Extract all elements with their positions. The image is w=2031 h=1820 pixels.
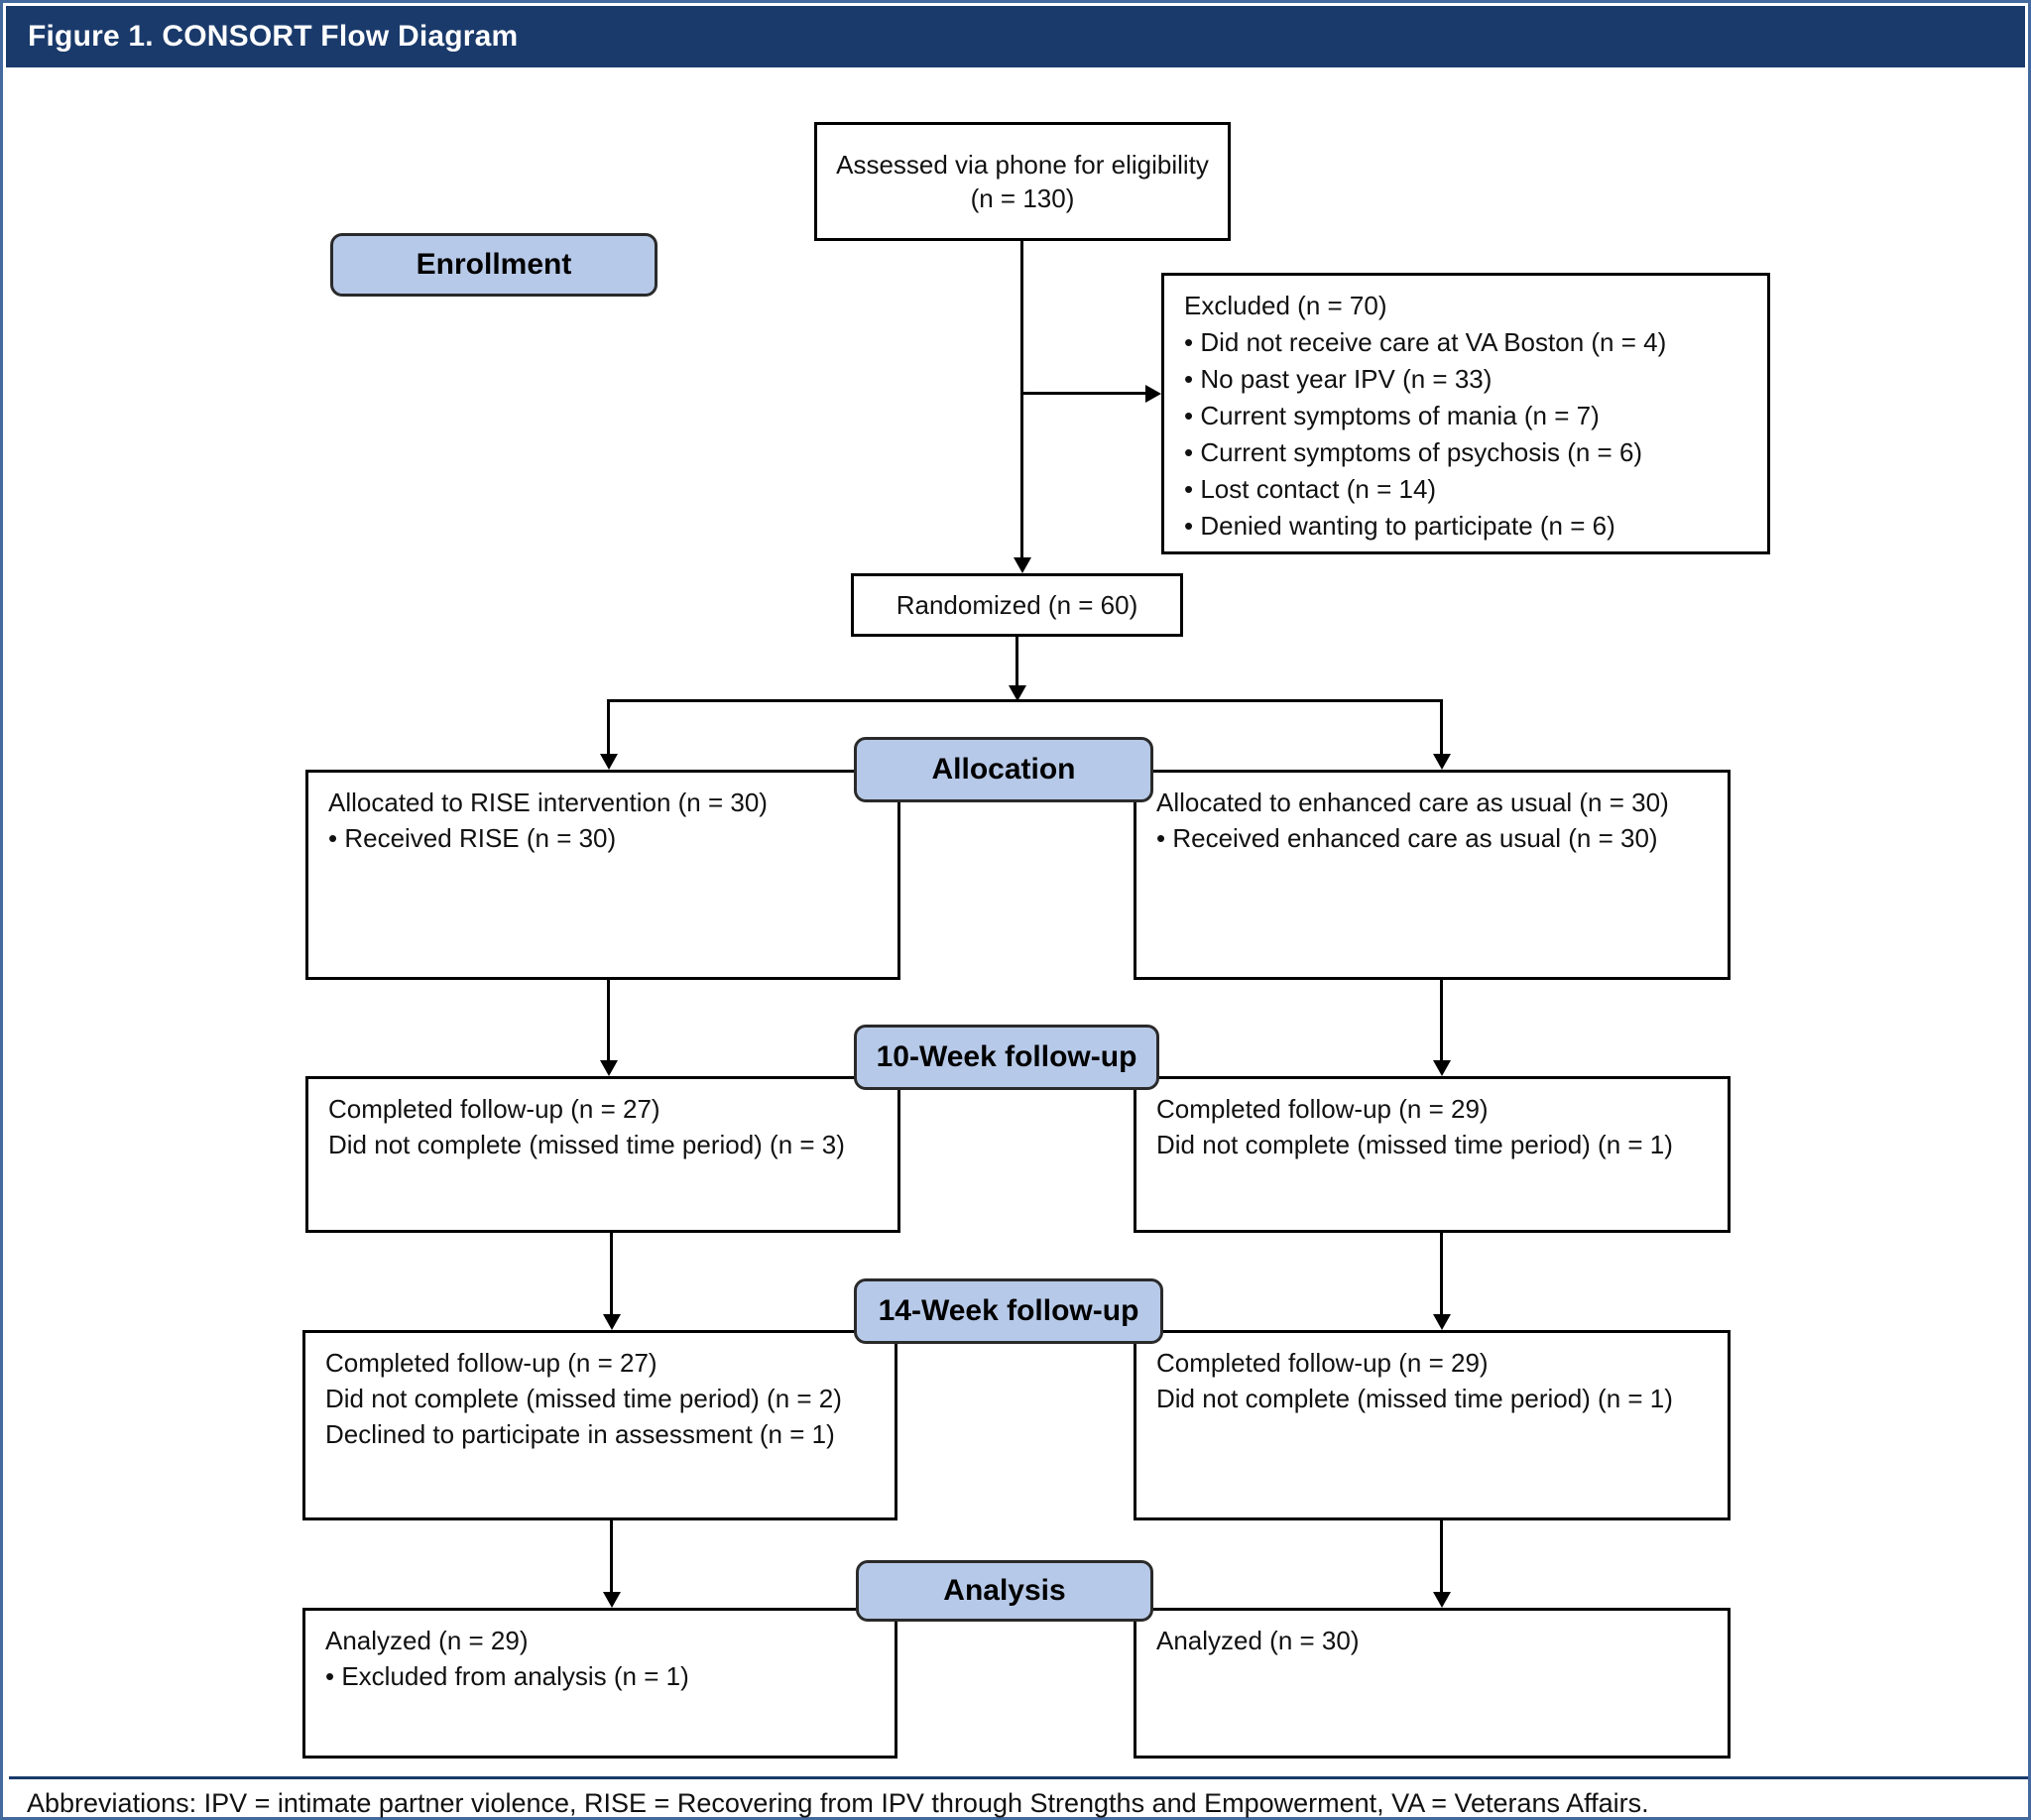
assessed-text: Assessed via phone for eligibility (n = 130)	[836, 150, 1209, 213]
connector-randomized-down	[1016, 637, 1018, 687]
allocation-stage-text: Allocation	[931, 753, 1076, 786]
analysis-stage-label	[856, 1560, 1153, 1622]
allocation-rise-box	[305, 770, 900, 980]
analysis-rise-line1: Analyzed (n = 29)	[325, 1626, 529, 1655]
arrowhead-into-week10-left	[600, 1060, 618, 1076]
week14-ecau-line2: Did not complete (missed time period) (n = 1)	[1156, 1384, 1673, 1413]
randomized-text: Randomized (n = 60)	[896, 590, 1138, 620]
analysis-ecau-line1: Analyzed (n = 30)	[1156, 1626, 1360, 1655]
week14-ecau-box	[1134, 1330, 1731, 1520]
connector-to-excluded	[1021, 392, 1147, 395]
arrowhead-split	[1009, 685, 1026, 701]
week10-ecau-line2: Did not complete (missed time period) (n = 1)	[1156, 1130, 1673, 1159]
analysis-ecau-box	[1134, 1608, 1731, 1759]
allocation-ecau-line2: • Received enhanced care as usual (n = 30)	[1156, 823, 1658, 853]
week10-stage-label	[854, 1025, 1159, 1090]
excluded-item: • Current symptoms of mania (n = 7)	[1184, 401, 1600, 430]
connector-alloc-to-week10-left	[607, 980, 610, 1061]
enrollment-stage-text: Enrollment	[416, 248, 572, 281]
connector-split-right	[1440, 699, 1443, 756]
week14-rise-box	[302, 1330, 897, 1520]
connector-split-left	[607, 699, 610, 756]
week10-ecau-box	[1134, 1076, 1731, 1233]
arrowhead-into-allocation-right	[1433, 754, 1451, 770]
analysis-stage-text: Analysis	[943, 1574, 1066, 1607]
arrowhead-into-week14-left	[603, 1314, 621, 1330]
connector-week10-to-week14-right	[1440, 1233, 1443, 1315]
excluded-box	[1161, 273, 1770, 554]
connector-week14-to-analysis-right	[1440, 1520, 1443, 1593]
enrollment-stage-label	[330, 233, 657, 297]
analysis-rise-box	[302, 1608, 897, 1759]
arrowhead-into-randomized	[1014, 557, 1031, 573]
week10-ecau-line1: Completed follow-up (n = 29)	[1156, 1094, 1489, 1124]
week14-ecau-line1: Completed follow-up (n = 29)	[1156, 1348, 1489, 1378]
allocation-ecau-box	[1134, 770, 1731, 980]
week14-rise-line2: Did not complete (missed time period) (n = 2)	[325, 1384, 842, 1413]
allocation-rise-line2: • Received RISE (n = 30)	[328, 823, 617, 853]
figure-title: Figure 1. CONSORT Flow Diagram	[28, 20, 519, 53]
connector-alloc-to-week10-right	[1440, 980, 1443, 1061]
excluded-title: Excluded (n = 70)	[1184, 291, 1387, 320]
week14-rise-line3: Declined to participate in assessment (n = 1)	[325, 1419, 835, 1449]
arrowhead-into-analysis-right	[1433, 1592, 1451, 1608]
allocation-stage-label	[854, 737, 1153, 802]
footer-rule	[9, 1776, 2028, 1779]
excluded-item: • Denied wanting to participate (n = 6)	[1184, 511, 1615, 541]
week10-rise-line1: Completed follow-up (n = 27)	[328, 1094, 660, 1124]
excluded-item: • No past year IPV (n = 33)	[1184, 364, 1493, 394]
arrowhead-into-excluded	[1145, 385, 1161, 403]
connector-assessed-to-randomized	[1020, 241, 1023, 560]
week14-stage-label	[854, 1278, 1163, 1344]
analysis-rise-line2: • Excluded from analysis (n = 1)	[325, 1661, 689, 1691]
abbreviations-note: Abbreviations: IPV = intimate partner violence, RISE = Recovering from IPV through Strengths and Empowerment, VA = Veterans Affairs.	[27, 1788, 1649, 1818]
connector-week14-to-analysis-left	[610, 1520, 613, 1593]
excluded-item: • Did not receive care at VA Boston (n = 4)	[1184, 327, 1667, 357]
assessed-box	[814, 122, 1231, 241]
arrowhead-into-allocation-left	[600, 754, 618, 770]
excluded-item: • Lost contact (n = 14)	[1184, 474, 1437, 504]
figure-header-bar	[6, 6, 2025, 67]
arrowhead-into-week14-right	[1433, 1314, 1451, 1330]
week14-stage-text: 14-Week follow-up	[878, 1294, 1139, 1327]
arrowhead-into-analysis-left	[603, 1592, 621, 1608]
randomized-box	[851, 573, 1183, 637]
allocation-rise-line1: Allocated to RISE intervention (n = 30)	[328, 788, 768, 817]
allocation-ecau-line1: Allocated to enhanced care as usual (n = 30)	[1156, 788, 1669, 817]
week10-rise-box	[305, 1076, 900, 1233]
week10-rise-line2: Did not complete (missed time period) (n = 3)	[328, 1130, 845, 1159]
arrowhead-into-week10-right	[1433, 1060, 1451, 1076]
week10-stage-text: 10-Week follow-up	[876, 1040, 1137, 1073]
excluded-item: • Current symptoms of psychosis (n = 6)	[1184, 437, 1643, 467]
week14-rise-line1: Completed follow-up (n = 27)	[325, 1348, 657, 1378]
connector-week10-to-week14-left	[610, 1233, 613, 1315]
